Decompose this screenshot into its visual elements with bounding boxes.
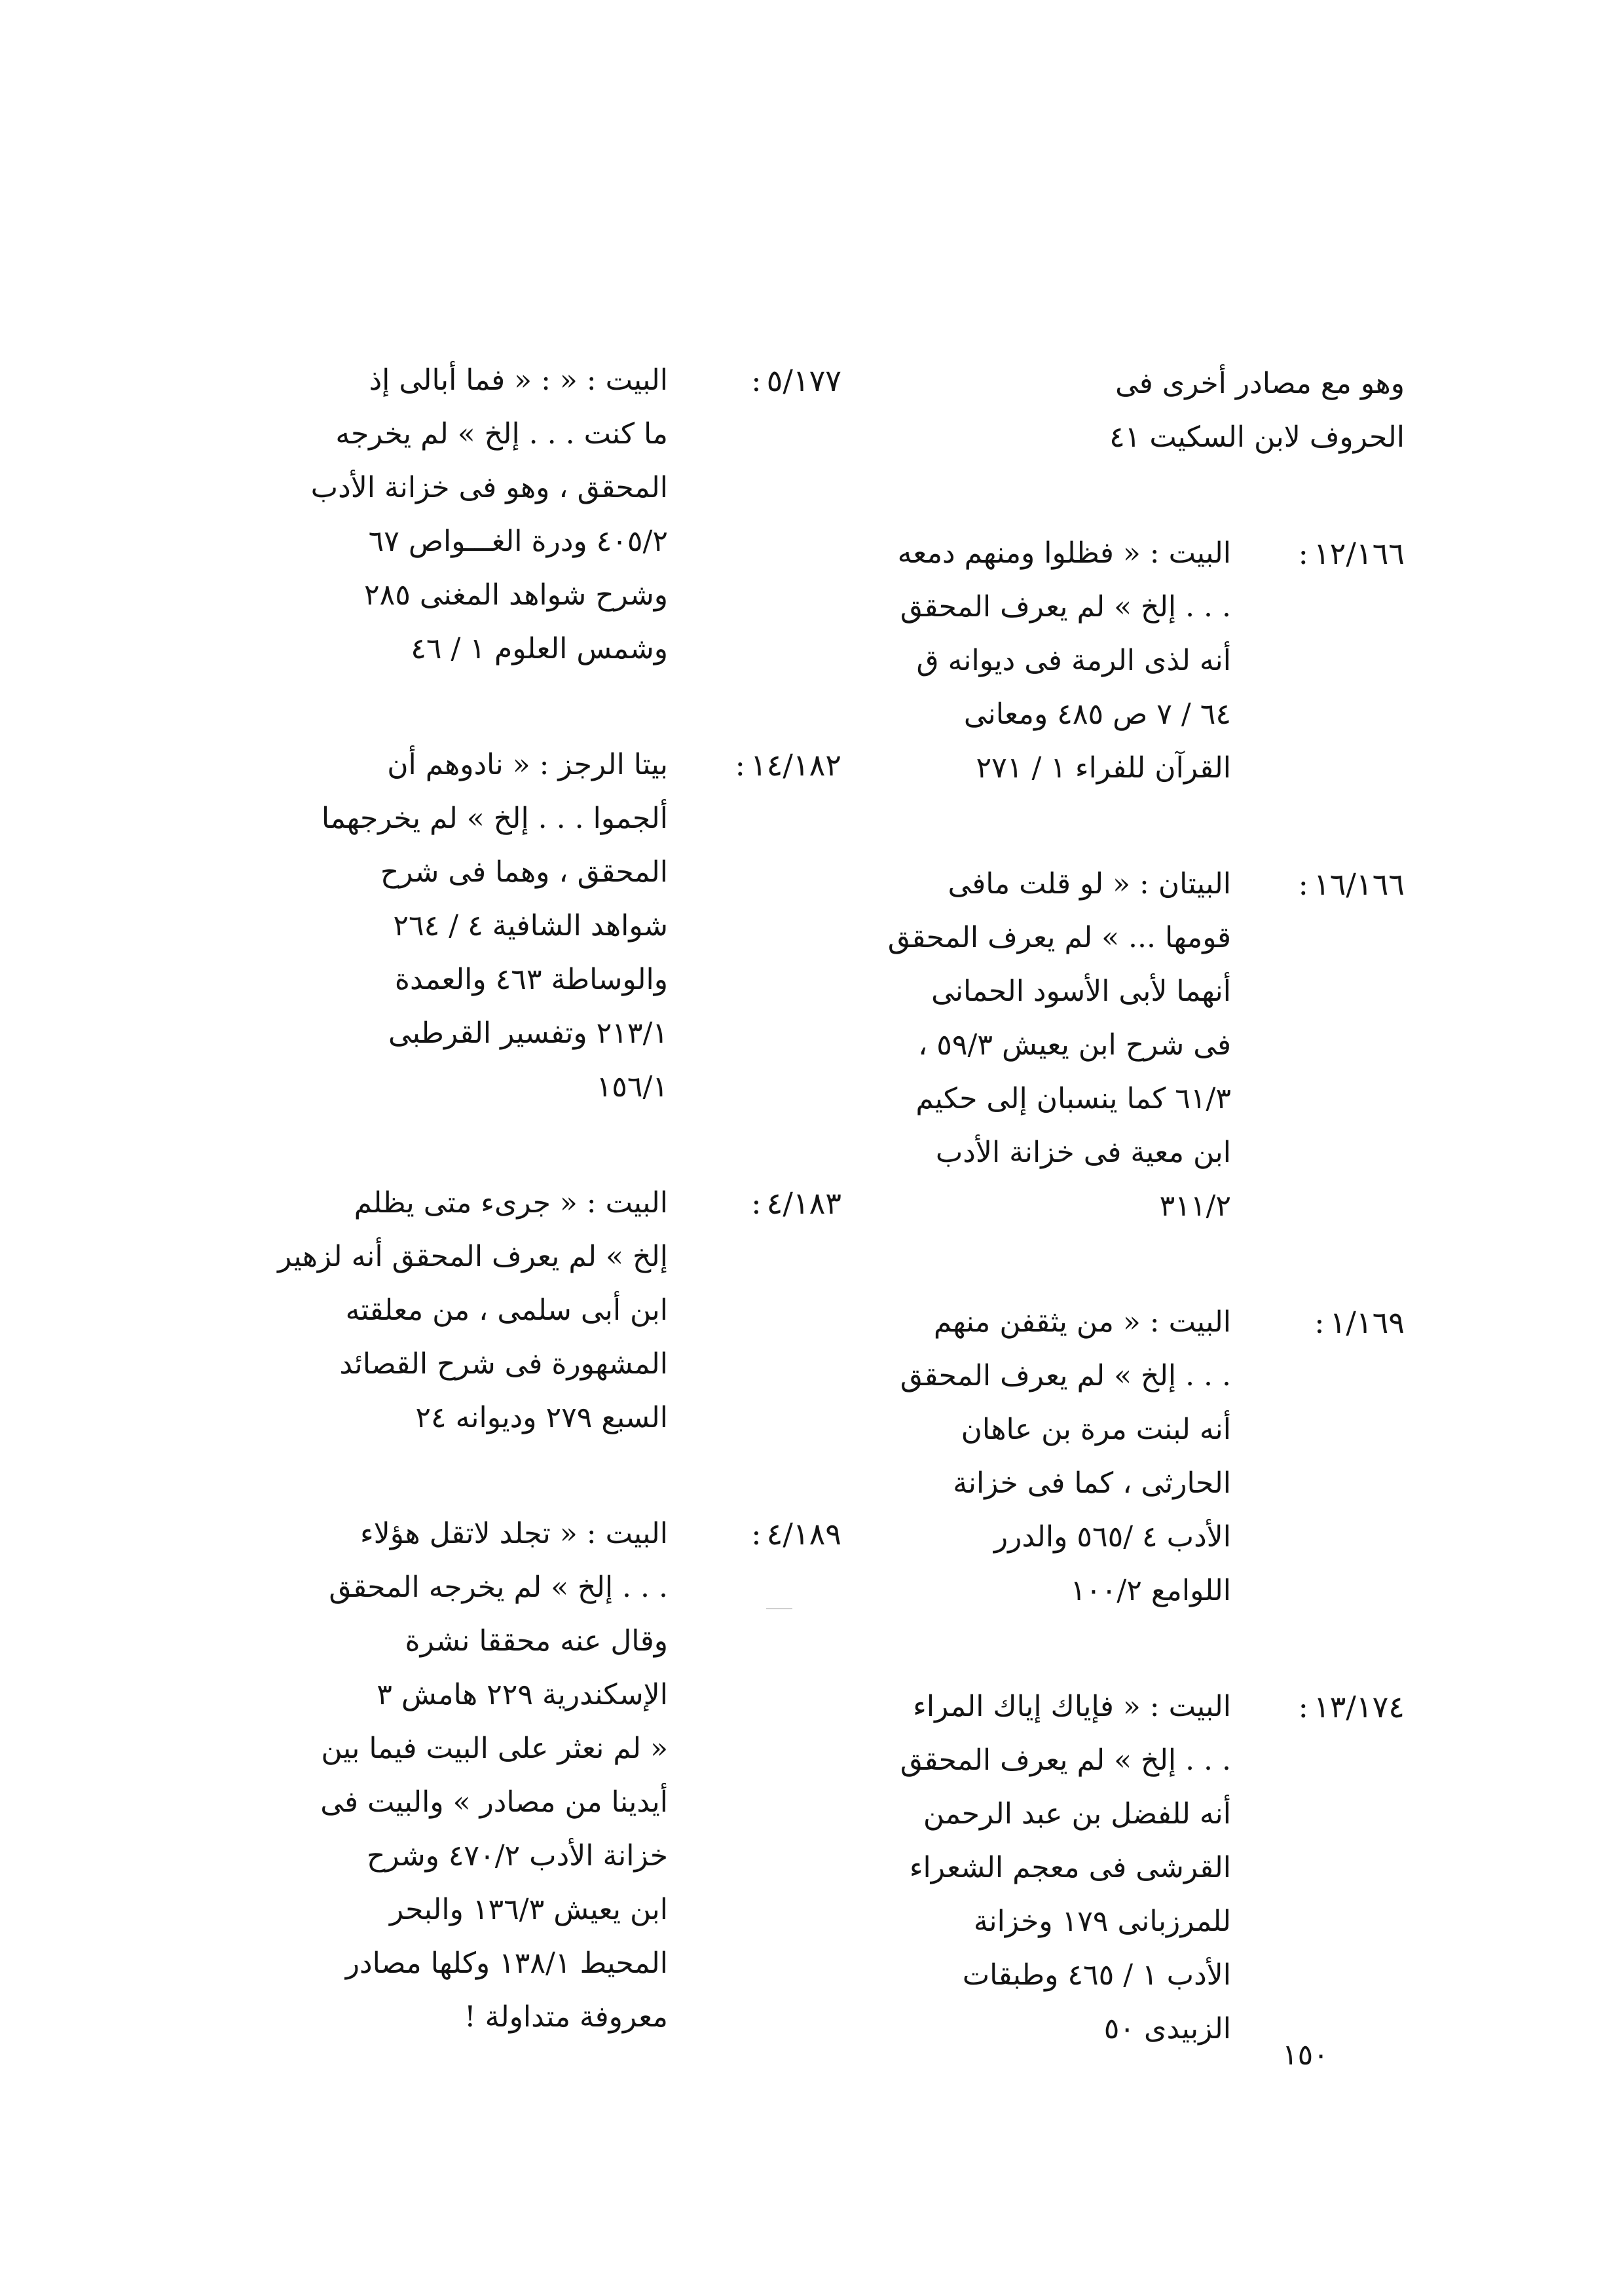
entry-reference: ١٦/١٦٦:	[1231, 857, 1405, 1233]
entry-line: أنه للفضل بن عبد الرحمن	[923, 1797, 1231, 1831]
entry-line: ٦١/٣ كما ينسبان إلى حكيم	[915, 1082, 1231, 1115]
entry-line: الإسكندرية ٢٢٩ هامش ٣	[377, 1678, 668, 1711]
entry-line: المشهورة فى شرح القصائد	[339, 1347, 668, 1381]
entry-line: ٦٤ / ٧ ص ٤٨٥ ومعانى	[963, 698, 1231, 731]
entry-line: « لم نعثر على البيت فيما بين	[321, 1732, 668, 1765]
entry-line: . . . إلخ » لم يعرف المحقق	[900, 1359, 1231, 1392]
entry-text	[881, 1680, 1231, 2056]
footnote-entry	[278, 1176, 841, 1445]
entry-line: قومها ... » لم يعرف المحقق	[887, 921, 1231, 954]
entry-line: المحيط ١٣٨/١ وكلها مصادر	[345, 1947, 668, 1980]
entry-reference: ١/١٦٩:	[1231, 1296, 1405, 1618]
entry-line: . . . إلخ » لم يعرف المحقق	[900, 1744, 1231, 1777]
entry-line: ما كنت . . . إلخ » لم يخرجه	[335, 417, 668, 451]
entry-line: بيتا الرجز : « نادوهم أن	[387, 748, 668, 781]
page-number: ١٥٠	[1282, 2038, 1329, 2072]
entry-text	[308, 354, 668, 676]
footnote-entry	[881, 1680, 1405, 2056]
entry-reference: ١٣/١٧٤:	[1231, 1680, 1405, 2056]
reference-number: ٤/١٨٣	[766, 1185, 841, 1221]
entry-reference: ٤/١٨٣:	[668, 1176, 841, 1445]
entry-text	[881, 357, 1405, 464]
entry-line: ١٥٦/١	[596, 1070, 668, 1104]
entry-reference: ١٤/١٨٢:	[668, 738, 841, 1114]
entry-text	[278, 1176, 668, 1445]
footnote-entry	[308, 738, 841, 1114]
entry-line: أنه لذى الرمة فى ديوانه ق	[916, 644, 1231, 677]
entry-line: السبع ٢٧٩ وديوانه ٢٤	[415, 1401, 668, 1434]
right-column	[881, 357, 1405, 2118]
entry-line: البيت : « فإياك إياك المراء	[913, 1690, 1231, 1723]
entry-line: للمرزبانى ١٧٩ وخزانة	[973, 1905, 1231, 1938]
entry-line: وشرح شواهد المغنى ٢٨٥	[363, 578, 668, 612]
entry-line: وهو مع مصادر أخرى فى	[1115, 367, 1405, 400]
entry-line: الأدب ١ / ٤٦٥ وطبقات	[962, 1958, 1231, 1992]
entry-line: ابن أبى سلمى ، من معلقته	[345, 1294, 668, 1327]
entry-line: ٢١٣/١ وتفسير القرطبى	[388, 1017, 668, 1050]
reference-number: ٥/١٧٧	[766, 363, 841, 398]
entry-line: ابن معية فى خزانة الأدب	[935, 1136, 1231, 1169]
entry-line: البيتان : « لو قلت مافى	[948, 867, 1231, 901]
entry-line: وشمس العلوم ١ / ٤٦	[411, 632, 668, 665]
entry-text	[308, 1507, 668, 2044]
scan-artifact	[766, 1608, 792, 1609]
entry-line: ٤٠٥/٢ ودرة الغـــواص ٦٧	[368, 525, 668, 558]
entry-reference: ٤/١٨٩:	[668, 1507, 841, 2044]
entry-line: خزانة الأدب ٤٧٠/٢ وشرح	[367, 1839, 668, 1873]
entry-line: إلخ » لم يعرف المحقق أنه لزهير	[278, 1240, 668, 1273]
entry-line: البيت : « جرىء متى يظلم	[354, 1186, 668, 1220]
entry-line: . . . إلخ » لم يعرف المحقق	[900, 590, 1231, 624]
entry-line: المحقق ، وهو فى خزانة الأدب	[310, 471, 668, 504]
entry-line: القرشى فى معجم الشعراء	[909, 1851, 1231, 1884]
footnote-entry	[881, 857, 1405, 1233]
entry-text	[881, 527, 1231, 795]
entry-line: ابن يعيش ١٣٦/٣ والبحر	[390, 1893, 668, 1926]
entry-reference: ١٢/١٦٦:	[1231, 527, 1405, 795]
left-column	[278, 354, 841, 2106]
entry-line: ٣١١/٢	[1159, 1189, 1231, 1223]
entry-line: المحقق ، وهما فى شرح	[380, 855, 668, 889]
entry-text	[881, 857, 1231, 1233]
entry-line: أيدينا من مصادر » والبيت فى	[320, 1785, 668, 1819]
entry-line: الحروف لابن السكيت ٤١	[1109, 420, 1405, 454]
continuation-entry	[881, 357, 1405, 464]
entry-line: معروفة متداولة !	[464, 2000, 668, 2034]
reference-number: ١٦/١٦٦	[1313, 867, 1405, 902]
reference-number: ١٢/١٦٦	[1313, 536, 1405, 571]
entry-line: شواهد الشافية ٤ / ٢٦٤	[393, 909, 668, 942]
reference-number: ٤/١٨٩	[766, 1516, 841, 1552]
entry-line: البيت : « : « فما أبالى إذ	[369, 364, 668, 397]
entry-line: ألجموا . . . إلخ » لم يخرجهما	[321, 802, 668, 835]
entry-line: أنهما لأبى الأسود الحمانى	[931, 975, 1231, 1008]
entry-line: البيت : « تجلد لاتقل هؤلاء	[360, 1517, 668, 1550]
entry-text	[881, 1296, 1231, 1618]
entry-line: اللوامع ١٠٠/٢	[1070, 1574, 1231, 1607]
entry-line: أنه لبنت مرة بن عاهان	[961, 1413, 1231, 1446]
entry-line: الأدب ٤ /٥٦٥ والدرر	[993, 1520, 1231, 1554]
entry-line: القرآن للفراء ١ / ٢٧١	[976, 751, 1231, 785]
entry-line: وقال عنه محققا نشرة	[405, 1624, 668, 1658]
entry-line: فى شرح ابن يعيش ٥٩/٣ ،	[918, 1028, 1231, 1062]
footnote-entry	[881, 1296, 1405, 1618]
reference-number: ١/١٦٩	[1329, 1305, 1405, 1340]
footnote-entry	[308, 1507, 841, 2044]
footnote-entry	[881, 527, 1405, 795]
entry-line: البيت : « من يثقفن منهم	[933, 1305, 1231, 1339]
reference-number: ١٣/١٧٤	[1313, 1689, 1405, 1725]
entry-line: الزبيدى ٥٠	[1103, 2012, 1231, 2045]
entry-line: . . . إلخ » لم يخرجه المحقق	[329, 1571, 668, 1604]
entry-line: الحارثى ، كما فى خزانة	[953, 1466, 1231, 1500]
footnote-entry	[308, 354, 841, 676]
entry-text	[308, 738, 668, 1114]
entry-line: البيت : « فظلوا ومنهم دمعه	[897, 536, 1231, 570]
entry-reference: ٥/١٧٧:	[668, 354, 841, 676]
reference-number: ١٤/١٨٢	[750, 747, 841, 783]
entry-line: والوساطة ٤٦٣ والعمدة	[394, 963, 668, 996]
